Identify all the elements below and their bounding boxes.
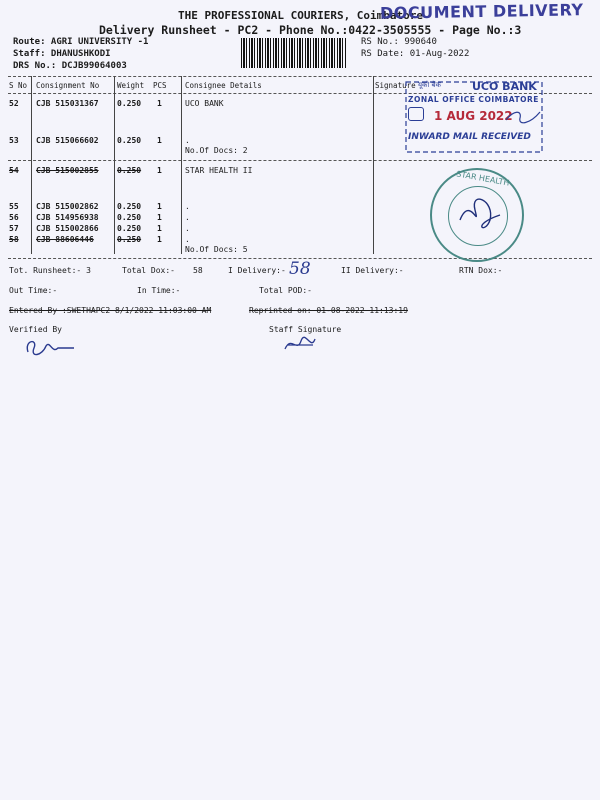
uco-bank-stamp	[404, 80, 544, 154]
row-consignee: STAR HEALTH II	[185, 166, 253, 175]
initial-scribble-icon	[504, 108, 544, 126]
row-pcs: 1	[157, 213, 162, 222]
row-consignee: .	[185, 224, 190, 233]
route: Route: AGRI UNIVERSITY -1	[13, 37, 149, 47]
row-sno: 58	[9, 235, 19, 244]
row-consignee: .	[185, 202, 190, 211]
row-consignment: CJB 514956938	[36, 213, 99, 222]
row-weight: 0.250	[117, 99, 142, 108]
row-weight: 0.250	[117, 213, 142, 222]
row-sno: 53	[9, 136, 19, 145]
staff-signature-label: Staff Signature	[269, 325, 342, 334]
row-pcs: 1	[157, 166, 162, 175]
bank-office: ZONAL OFFICE COIMBATORE	[408, 95, 539, 104]
document-delivery-stamp: DOCUMENT DELIVERY	[379, 0, 584, 23]
row-sno: 55	[9, 202, 19, 211]
runsheet-title: Delivery Runsheet - PC2 - Phone No.:0422-3505555 - Page No.:3	[99, 23, 522, 37]
drs-number: DRS No.: DCJB99064003	[13, 61, 127, 71]
signature-scribble-icon	[450, 190, 510, 240]
star-health-stamp	[430, 168, 524, 262]
total-dox-value: 58	[193, 266, 203, 275]
ii-delivery-label: II Delivery:-	[341, 266, 404, 275]
row-pcs: 1	[157, 224, 162, 233]
row-pcs: 1	[157, 235, 162, 244]
out-time-label: Out Time:-	[9, 286, 58, 295]
col-header-weight: Weight	[117, 81, 145, 90]
group-rule	[8, 160, 592, 161]
row-weight: 0.250	[117, 235, 142, 244]
in-time-label: In Time:-	[137, 286, 181, 295]
star-health-text: STAR HEALTH	[455, 169, 511, 188]
row-pcs: 1	[157, 136, 162, 145]
rs-number: RS No.: 990640	[361, 37, 437, 47]
row-consignment: CJB 515031367	[36, 99, 99, 108]
row-sno: 57	[9, 224, 19, 233]
row-weight: 0.250	[117, 224, 142, 233]
col-header-sno: S No	[9, 81, 28, 90]
i-delivery-label: I Delivery:-	[228, 266, 286, 275]
row-sno: 52	[9, 99, 19, 108]
inward-mail-text: INWARD MAIL RECEIVED	[408, 132, 531, 142]
tot-runsheet: Tot. Runsheet:- 3	[9, 266, 91, 275]
row-consignee: .	[185, 136, 190, 145]
bank-hindi-name: यूको बैंक	[418, 81, 441, 89]
i-delivery-handwritten: 58	[289, 259, 311, 279]
entered-by: Entered By :SWETHAPC2 8/1/2022 11:03:00 AM	[9, 306, 212, 315]
col-header-consignee: Consignee Details	[185, 81, 262, 90]
docs-count: No.Of Docs: 2	[185, 146, 248, 155]
docs-count: No.Of Docs: 5	[185, 245, 248, 254]
reprinted-on: Reprinted on: 01-08-2022 11:13:19	[249, 306, 408, 315]
column-divider	[373, 76, 374, 254]
row-consignment: CJB 515066602	[36, 136, 99, 145]
row-consignee: .	[185, 213, 190, 222]
row-consignee: UCO BANK	[185, 99, 224, 108]
row-weight: 0.250	[117, 166, 142, 175]
row-weight: 0.250	[117, 202, 142, 211]
total-dox-label: Total Dox:-	[122, 266, 175, 275]
stamp-date: 1 AUG 2022	[434, 109, 513, 123]
barcode	[241, 38, 347, 68]
row-consignment: CJB 515002862	[36, 202, 99, 211]
row-sno: 54	[9, 166, 19, 175]
rtn-dox-label: RTN Dox:-	[459, 266, 503, 275]
verified-signature-icon	[22, 334, 82, 360]
col-header-consignment: Consignment No	[36, 81, 100, 90]
total-pod-label: Total POD:-	[259, 286, 312, 295]
row-consignee: .	[185, 235, 190, 244]
row-pcs: 1	[157, 99, 162, 108]
verified-by-label: Verified By	[9, 325, 62, 334]
row-consignment: CJB 88606446	[36, 235, 94, 244]
staff-signature-icon	[281, 333, 321, 355]
column-divider	[181, 76, 182, 254]
col-header-pcs: PCS	[153, 81, 167, 90]
row-consignment: CJB 515002855	[36, 166, 99, 175]
company-name: THE PROFESSIONAL COURIERS, Coimbatore	[178, 9, 424, 22]
staff: Staff: DHANUSHKODI	[13, 49, 111, 59]
row-consignment: CJB 515002866	[36, 224, 99, 233]
table-top-rule	[8, 76, 592, 77]
row-weight: 0.250	[117, 136, 142, 145]
rs-date: RS Date: 01-Aug-2022	[361, 49, 470, 59]
bank-name: UCO BANK	[472, 80, 537, 93]
logo-icon	[408, 107, 424, 121]
row-pcs: 1	[157, 202, 162, 211]
row-sno: 56	[9, 213, 19, 222]
column-divider	[31, 76, 32, 254]
col-header-signature: Signature	[375, 81, 416, 90]
column-divider	[114, 76, 115, 254]
